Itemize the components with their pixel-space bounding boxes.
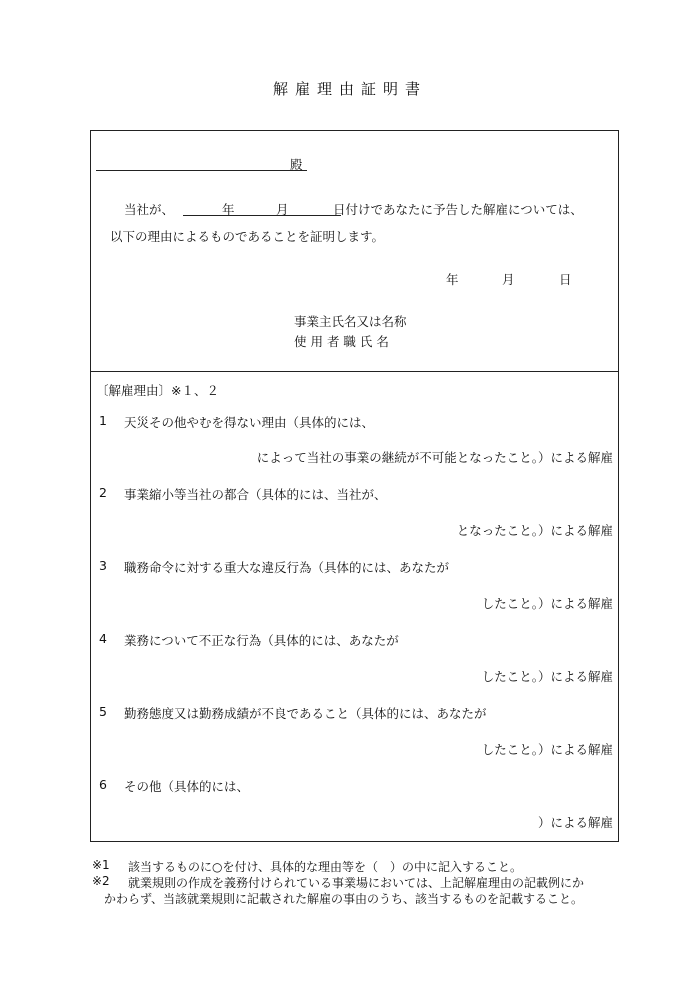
reason-6-closing: ）による解雇 bbox=[537, 815, 613, 830]
addressee-suffix: 殿 bbox=[290, 157, 303, 172]
employer-name-label: 事業主氏名又は名称 bbox=[294, 314, 407, 329]
reason-2-number: 2 bbox=[99, 485, 107, 500]
reason-1-text: 天災その他やむを得ない理由（具体的には、 bbox=[124, 415, 375, 430]
reason-5-number: 5 bbox=[99, 704, 107, 719]
footnote-2-continuation: かわらず、当該就業規則に記載された解雇の事由のうち、該当するものを記載すること。 bbox=[104, 892, 584, 906]
reason-2-closing: となったこと。）による解雇 bbox=[456, 523, 613, 538]
document-title: 解雇理由証明書 bbox=[272, 80, 427, 98]
footnote-1-text: 該当するものに○を付け、具体的な理由等を（ ）の中に記入すること。 bbox=[128, 860, 522, 874]
reason-5-closing: したこと。）による解雇 bbox=[481, 742, 613, 757]
date-month-label: 月 bbox=[502, 272, 515, 287]
reason-6-text: その他（具体的には、 bbox=[124, 779, 250, 794]
reason-2-text: 事業縮小等当社の都合（具体的には、当社が、 bbox=[124, 487, 387, 502]
reason-4-text: 業務について不正な行為（具体的には、あなたが bbox=[124, 633, 399, 648]
reason-4-number: 4 bbox=[99, 631, 107, 646]
reasons-header: 〔解雇理由〕※１、２ bbox=[96, 383, 219, 398]
certification-year-label: 年 bbox=[222, 202, 235, 217]
footnote-1-mark: ※1 bbox=[92, 858, 110, 872]
reason-3-text: 職務命令に対する重大な違反行為（具体的には、あなたが bbox=[124, 560, 450, 575]
section-divider bbox=[90, 371, 619, 372]
date-day-label: 日 bbox=[559, 272, 572, 287]
footnote-2-mark: ※2 bbox=[92, 874, 110, 888]
addressee-name-blank[interactable] bbox=[96, 170, 307, 171]
notice-date-blank[interactable] bbox=[183, 215, 341, 216]
reason-4-closing: したこと。）による解雇 bbox=[481, 669, 613, 684]
employer-officer-label: 使 用 者 職 氏 名 bbox=[294, 334, 389, 349]
certification-day-text: 日付けであなたに予告した解雇については、 bbox=[333, 202, 583, 217]
reason-3-closing: したこと。）による解雇 bbox=[481, 596, 613, 611]
certification-line-2: 以下の理由によるものであることを証明します。 bbox=[110, 229, 385, 244]
reason-5-text: 勤務態度又は勤務成績が不良であること（具体的には、あなたが bbox=[124, 706, 487, 721]
reason-1-number: 1 bbox=[99, 413, 107, 428]
date-year-label: 年 bbox=[446, 272, 459, 287]
certification-prefix: 当社が、 bbox=[124, 202, 175, 217]
reason-3-number: 3 bbox=[99, 558, 107, 573]
footnote-2-text: 就業規則の作成を義務付けられている事業場においては、上記解雇理由の記載例にか bbox=[128, 876, 585, 890]
certification-month-label: 月 bbox=[276, 202, 289, 217]
reason-1-closing: によって当社の事業の継続が不可能となったこと。）による解雇 bbox=[256, 450, 613, 465]
reason-6-number: 6 bbox=[99, 777, 107, 792]
